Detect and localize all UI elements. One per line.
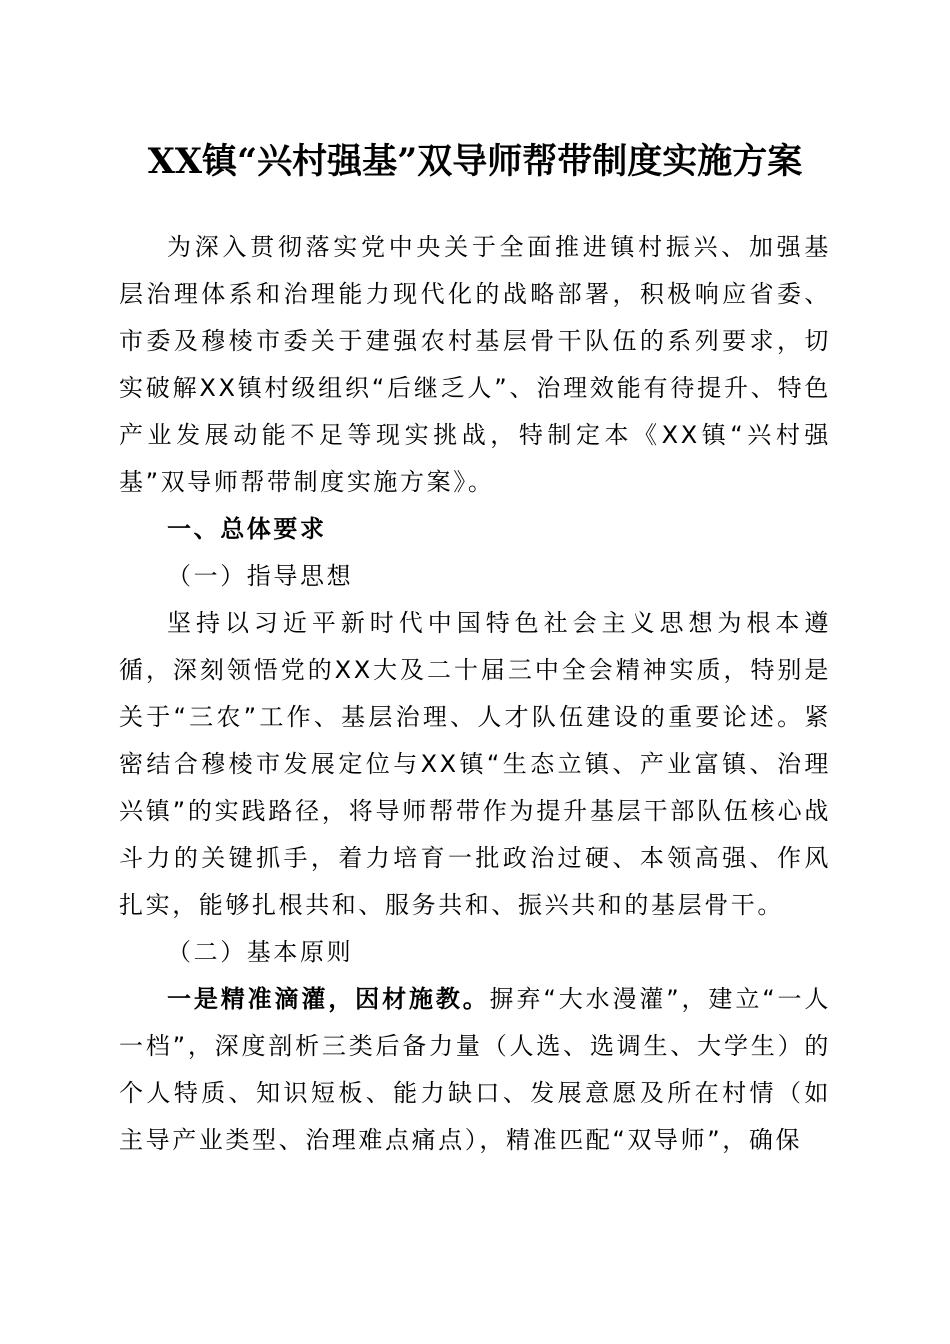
intro-paragraph: 为深入贯彻落实党中央关于全面推进镇村振兴、加强基层治理体系和治理能力现代化的战略部署，积极响应省委、市委及穆棱市委关于建强农村基层骨干队伍的系列要求，切实破解XX镇村级组织“后继乏人”、治理效能有待提升、特色产业发展动能不足等现实挑战，特制定本《XX镇“兴村强基”双导师帮带制度实施方案》。 xyxy=(119,233,831,496)
section-heading-general-requirements: 一、总体要求 xyxy=(167,515,327,543)
document-title: XX镇“兴村强基”双导师帮带制度实施方案 xyxy=(147,141,803,182)
principle-one-body: 摒弃“大水漫灌”，建立“一人一档”，深度剖析三类后备力量（人选、选调生、大学生）的个人特质、知识短板、能力缺口、发展意愿及所在村情（如主导产业类型、治理难点痛点），精准匹配“双导师”，确保 xyxy=(119,985,831,1154)
principle-one-paragraph xyxy=(119,976,831,1164)
principle-one-lead: 一是精准滴灌，因材施教。 xyxy=(167,985,490,1013)
document-body xyxy=(119,224,831,1164)
subheading-basic-principles: （二）基本原则 xyxy=(167,938,354,966)
subheading-guiding-ideology: （一）指导思想 xyxy=(167,562,354,590)
guiding-ideology-paragraph: 坚持以习近平新时代中国特色社会主义思想为根本遵循，深刻领悟党的XX大及二十届三中全会精神实质，特别是关于“三农”工作、基层治理、人才队伍建设的重要论述。紧密结合穆棱市发展定位与XX镇“生态立镇、产业富镇、治理兴镇”的实践路径，将导师帮带作为提升基层干部队伍核心战斗力的关键抓手，着力培育一批政治过硬、本领高强、作风扎实，能够扎根共和、服务共和、振兴共和的基层骨干。 xyxy=(119,609,831,919)
